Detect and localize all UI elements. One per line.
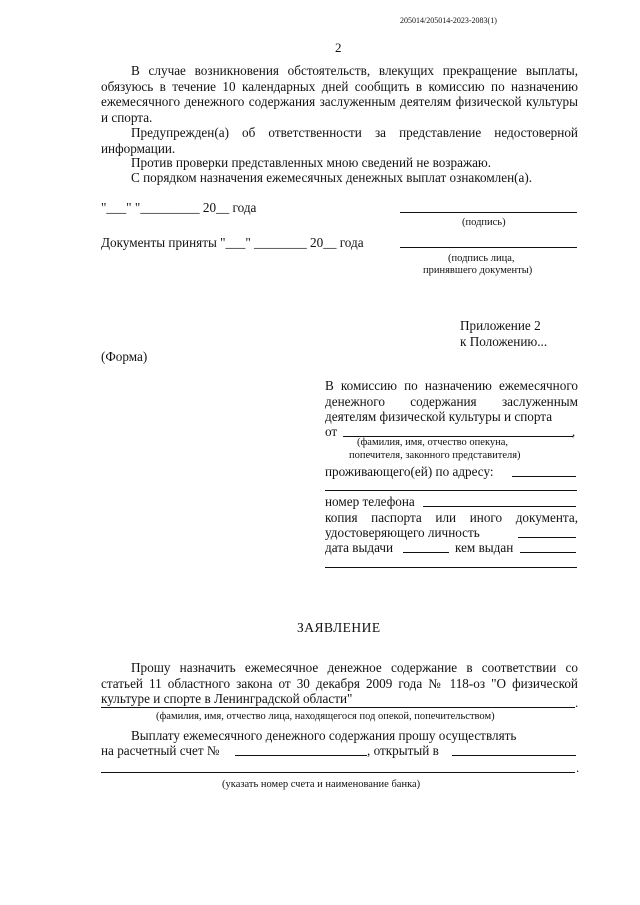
issued-by-field-2[interactable] <box>325 567 577 568</box>
signature-caption: (подпись) <box>462 217 506 228</box>
phone-row <box>325 494 578 510</box>
bank-period: . <box>576 760 580 775</box>
address-field-1[interactable] <box>512 476 576 477</box>
application-request-text: Прошу назначить ежемесячное денежное содержание в соответствии со статьей 11 областного закона от 30 декабря 2009 года № 118-оз "О физической культуре и спорте в Ленинградской области" <box>101 660 578 706</box>
issue-row <box>325 540 578 556</box>
residing-row <box>325 464 578 480</box>
account-label: на расчетный счет № <box>101 743 220 758</box>
docs-accepted-field[interactable]: Документы приняты "___" ________ 20__ года <box>101 235 364 250</box>
notice-paragraph-4: С порядком назначения ежемесячных денежных выплат ознакомлен(а). <box>131 170 533 185</box>
account-number-field[interactable] <box>235 755 367 756</box>
page-number: 2 <box>335 40 342 55</box>
ward-period: . <box>575 695 579 710</box>
bank-name-field[interactable] <box>452 755 576 756</box>
appendix-title: Приложение 2 <box>460 318 541 333</box>
phone-field[interactable] <box>423 506 576 507</box>
acceptor-caption-2: принявшего документы) <box>423 265 533 276</box>
passport-field[interactable] <box>518 537 576 538</box>
form-label: (Форма) <box>101 349 148 364</box>
phone-label: номер телефона <box>325 494 415 509</box>
signature-date-field[interactable]: "___" "_________ 20__ года <box>101 200 257 215</box>
acceptor-signature-line[interactable] <box>400 247 577 248</box>
document-id: 205014/205014-2023-2083(1) <box>400 16 497 25</box>
issue-date-field[interactable] <box>403 552 449 553</box>
from-label: от <box>325 424 338 439</box>
issue-date-label: дата выдачи <box>325 540 394 555</box>
issued-by-label: кем выдан <box>455 540 514 555</box>
ward-name-field[interactable] <box>101 707 575 708</box>
application-title: ЗАЯВЛЕНИЕ <box>297 620 381 635</box>
addressee-title: В комиссию по назначению ежемесячного денежного содержания заслуженным деятелям физической культуры и спорта <box>325 378 578 424</box>
acceptor-caption-1: (подпись лица, <box>448 253 515 264</box>
ward-caption: (фамилия, имя, отчество лица, находящегося под опекой, попечительством) <box>156 711 495 722</box>
address-field-2[interactable] <box>325 490 577 491</box>
notice-paragraph-1: В случае возникновения обстоятельств, влекущих прекращение выплаты, обязуюсь в течение 10 календарных дней сообщить в комиссию по назначению ежемесячного денежного содержания заслуженным деятелям физической культуры и спорта. <box>101 63 578 125</box>
from-comma: , <box>572 424 576 439</box>
guardian-caption-1: (фамилия, имя, отчество опекуна, <box>357 437 509 448</box>
issued-by-field[interactable] <box>520 552 576 553</box>
account-caption: (указать номер счета и наименование банка) <box>222 779 421 790</box>
notice-paragraph-3: Против проверки представленных мною сведений не возражаю. <box>131 155 492 170</box>
notice-paragraph-2: Предупрежден(а) об ответственности за представление недостоверной информации. <box>101 125 578 156</box>
bank-label: , открытый в <box>367 743 439 758</box>
passport-label-1: копия паспорта или иного документа, <box>325 510 578 525</box>
passport-row <box>325 525 578 541</box>
residing-label: проживающего(ей) по адресу: <box>325 464 494 479</box>
signature-line[interactable] <box>400 212 577 213</box>
appendix-reference: к Положению... <box>460 334 548 349</box>
bank-name-field-2[interactable] <box>101 772 575 773</box>
passport-label-2: удостоверяющего личность <box>325 525 480 540</box>
guardian-caption-2: попечителя, законного представителя) <box>349 450 521 461</box>
payment-text-1: Выплату ежемесячного денежного содержания прошу осуществлять <box>131 728 517 743</box>
